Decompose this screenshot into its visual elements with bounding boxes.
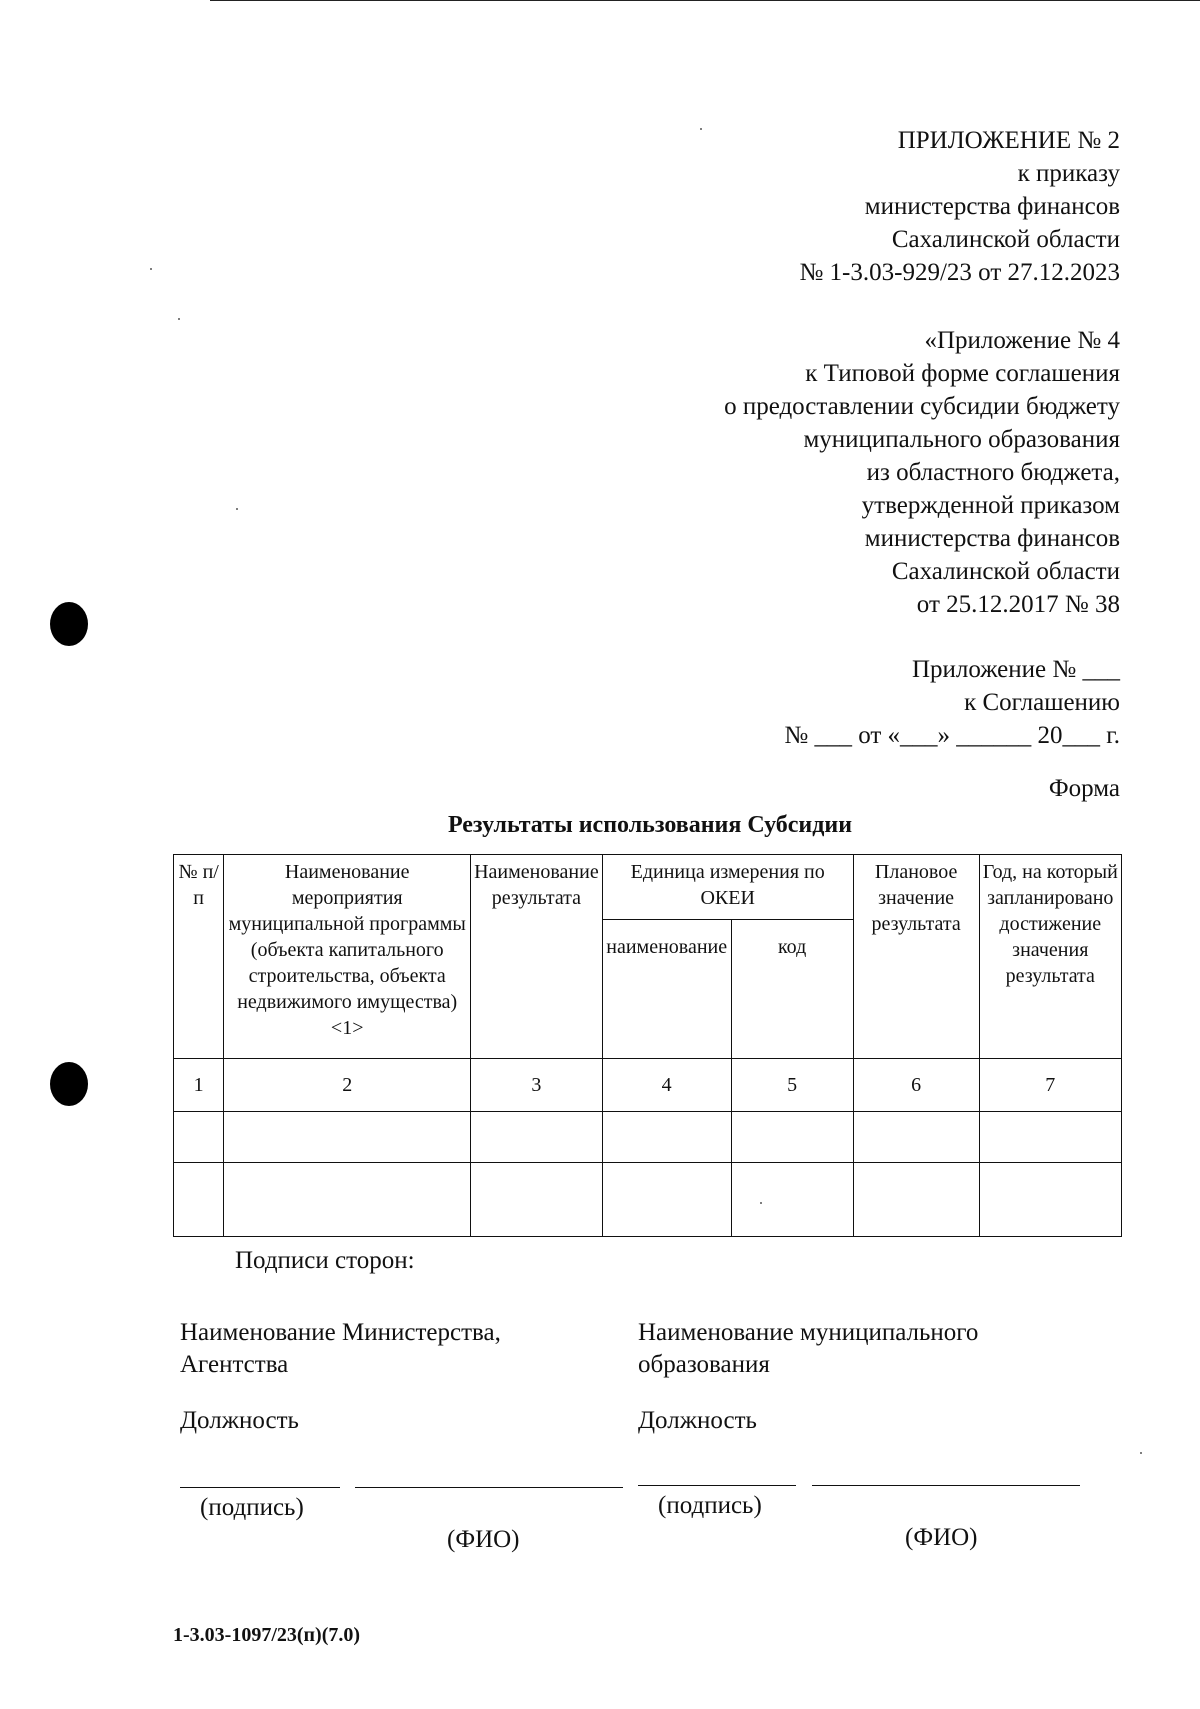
scan-speck bbox=[178, 318, 180, 320]
table-cell bbox=[979, 1163, 1121, 1237]
document-title: Результаты использования Субсидии bbox=[447, 812, 853, 838]
table-cell bbox=[174, 1163, 224, 1237]
header-cell-planned-value: Плановое значение результата bbox=[853, 855, 979, 1059]
column-number-cell: 1 bbox=[174, 1059, 224, 1112]
appendix-line: Сахалинской области bbox=[891, 226, 1120, 253]
column-number-cell: 3 bbox=[471, 1059, 603, 1112]
table-cell bbox=[853, 1163, 979, 1237]
right-signature-line bbox=[638, 1485, 796, 1486]
form-label: Форма bbox=[1048, 775, 1120, 802]
table-column-numbers-row bbox=[174, 1059, 1122, 1112]
left-signature-line bbox=[180, 1487, 340, 1488]
left-org-name: Наименование Министерства, Агентства bbox=[180, 1319, 501, 1378]
document-footer-code: 1-3.03-1097/23(п)(7.0) bbox=[173, 1624, 361, 1646]
column-number-cell: 6 bbox=[853, 1059, 979, 1112]
agreement-line: № ___ от «___» ______ 20___ г. bbox=[784, 722, 1120, 749]
punch-hole-mark bbox=[50, 1062, 88, 1106]
table-cell bbox=[602, 1112, 731, 1163]
agreement-line: Приложение № ___ bbox=[911, 656, 1120, 683]
header-cell-target-year: Год, на который запланировано достижение значения результата bbox=[979, 855, 1121, 1059]
typical-form-line: от 25.12.2017 № 38 bbox=[916, 591, 1120, 618]
signatures-heading: Подписи сторон: bbox=[235, 1247, 415, 1274]
table-cell bbox=[731, 1163, 853, 1237]
column-number-cell: 2 bbox=[224, 1059, 471, 1112]
right-name-label: (ФИО) bbox=[905, 1524, 978, 1551]
header-cell-unit-code: код bbox=[731, 920, 853, 1059]
left-name-line bbox=[355, 1487, 623, 1488]
typical-form-line: министерства финансов bbox=[864, 525, 1120, 552]
table-cell bbox=[731, 1112, 853, 1163]
typical-form-line: к Типовой форме соглашения bbox=[805, 360, 1120, 387]
table-row bbox=[174, 1112, 1122, 1163]
typical-form-line: Сахалинской области bbox=[891, 558, 1120, 585]
agreement-line: к Соглашению bbox=[964, 689, 1120, 716]
typical-form-reference bbox=[724, 324, 1120, 621]
left-position-label: Должность bbox=[180, 1407, 299, 1434]
column-number-cell: 7 bbox=[979, 1059, 1121, 1112]
column-number-cell: 5 bbox=[731, 1059, 853, 1112]
table-cell bbox=[471, 1112, 603, 1163]
scan-speck bbox=[236, 508, 238, 510]
header-cell-number: № п/п bbox=[174, 855, 224, 1059]
appendix-line: № 1-3.03-929/23 от 27.12.2023 bbox=[799, 259, 1120, 286]
typical-form-line: из областного бюджета, bbox=[866, 459, 1120, 486]
typical-form-line: муниципального образования bbox=[803, 426, 1120, 453]
scan-edge-line bbox=[210, 0, 1200, 1]
left-signature-label: (подпись) bbox=[200, 1494, 304, 1521]
table-row bbox=[174, 1163, 1122, 1237]
typical-form-line: «Приложение № 4 bbox=[924, 327, 1120, 354]
header-cell-event-name: Наименование мероприятия муниципальной программы (объекта капитального строительства, объекта недвижимого имущества) <1> bbox=[224, 855, 471, 1059]
appendix-line: министерства финансов bbox=[864, 193, 1120, 220]
appendix-line: ПРИЛОЖЕНИЕ № 2 bbox=[897, 127, 1120, 154]
table-cell bbox=[602, 1163, 731, 1237]
right-position-label: Должность bbox=[638, 1407, 757, 1434]
punch-hole-mark bbox=[50, 602, 88, 646]
table-header-row bbox=[174, 855, 1122, 920]
table-cell bbox=[224, 1112, 471, 1163]
right-name-line bbox=[812, 1485, 1080, 1486]
scan-speck bbox=[1140, 1452, 1142, 1454]
table-cell bbox=[224, 1163, 471, 1237]
agreement-reference bbox=[784, 653, 1120, 752]
header-cell-okei-unit: Единица измерения по ОКЕИ bbox=[602, 855, 853, 920]
right-signature-label: (подпись) bbox=[658, 1492, 762, 1519]
right-org-name: Наименование муниципального образования bbox=[638, 1319, 979, 1378]
results-table bbox=[173, 854, 1122, 1237]
column-number-cell: 4 bbox=[602, 1059, 731, 1112]
header-cell-result-name: Наименование результата bbox=[471, 855, 603, 1059]
table-cell bbox=[174, 1112, 224, 1163]
table-cell bbox=[471, 1163, 603, 1237]
appendix-header bbox=[799, 124, 1120, 289]
scan-speck bbox=[700, 128, 702, 130]
typical-form-line: утвержденной приказом bbox=[861, 492, 1120, 519]
scan-speck bbox=[150, 268, 152, 270]
header-cell-unit-name: наименование bbox=[602, 920, 731, 1059]
appendix-line: к приказу bbox=[1017, 160, 1120, 187]
typical-form-line: о предоставлении субсидии бюджету bbox=[724, 393, 1120, 420]
table-cell bbox=[853, 1112, 979, 1163]
left-name-label: (ФИО) bbox=[447, 1526, 520, 1553]
table-cell bbox=[979, 1112, 1121, 1163]
